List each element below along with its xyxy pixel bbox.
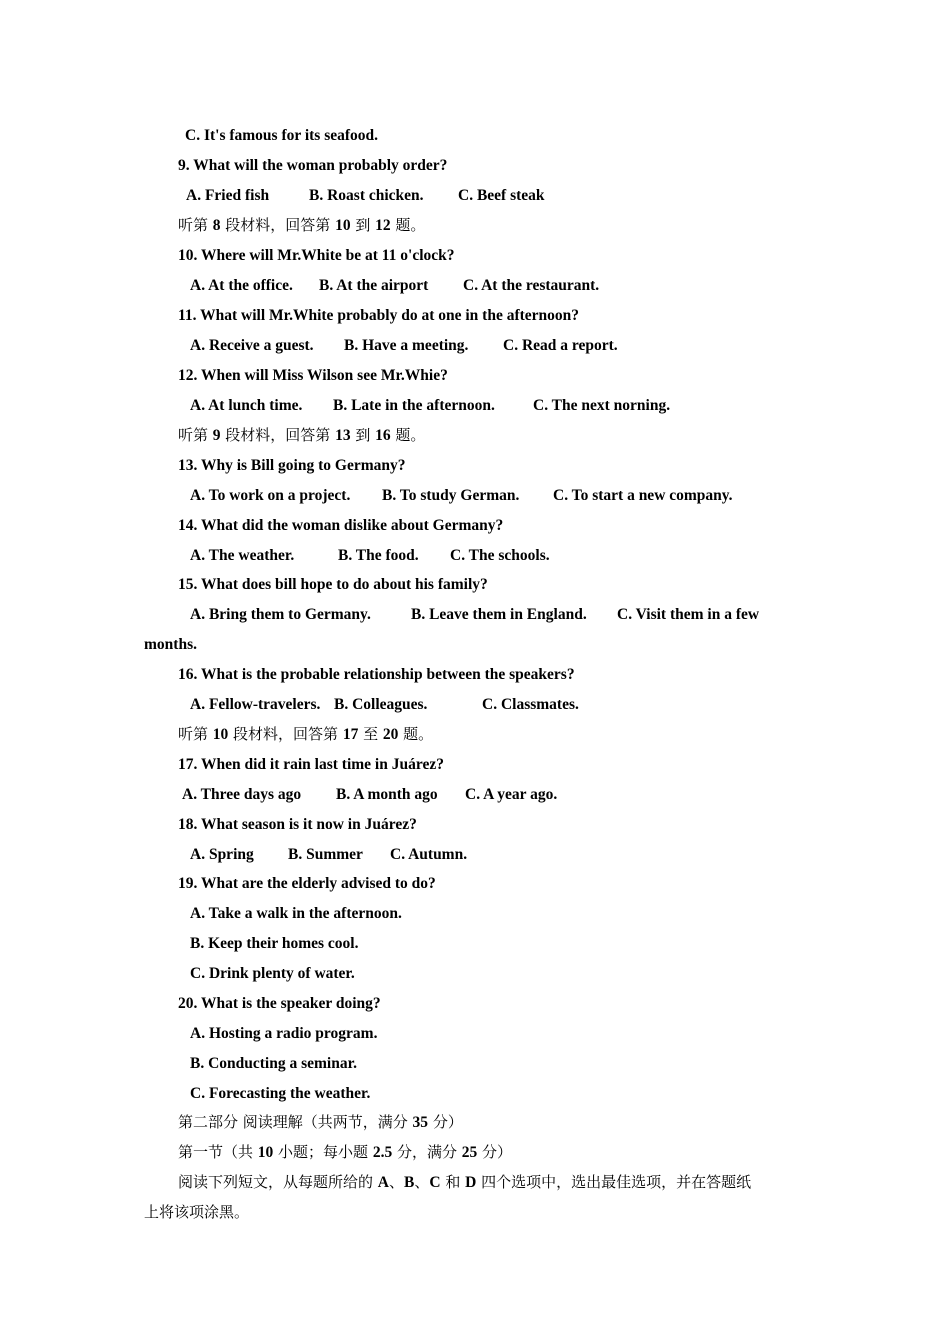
text-fragment: 四个选项中，选出最佳选项，并在答题纸: [476, 1173, 752, 1191]
option-b: B. Have a meeting.: [344, 337, 469, 354]
emphasis-value: D: [465, 1174, 477, 1191]
q12-text: 12. When will Miss Wilson see Mr.Whie?: [178, 367, 448, 384]
q14: [0, 511, 950, 541]
emphasis-value: 9: [212, 427, 221, 444]
q11-text: 11. What will Mr.White probably do at one in the afternoon?: [178, 307, 580, 324]
part2-text: [178, 1107, 463, 1138]
instr-1: [0, 1167, 950, 1197]
q19-opt-c-text: C. Drink plenty of water.: [190, 965, 355, 982]
q9: [0, 151, 950, 181]
option-a: A. Spring: [190, 846, 254, 863]
q9-text: 9. What will the woman probably order?: [178, 157, 448, 174]
emphasis-value: 2.5: [372, 1144, 393, 1161]
q12-options: [0, 391, 950, 421]
text-fragment: 题。: [390, 216, 426, 234]
emphasis-value: 35: [412, 1114, 429, 1131]
q15-text: 15. What does bill hope to do about his family?: [178, 576, 488, 593]
q15-cont-text: months.: [144, 636, 197, 653]
q19-opt-a-text: A. Take a walk in the afternoon.: [190, 905, 402, 922]
q18: [0, 810, 950, 840]
option-c: C. At the restaurant.: [463, 277, 600, 294]
q13-text: 13. Why is Bill going to Germany?: [178, 457, 406, 474]
sec10: [0, 719, 950, 749]
q10-text: 10. Where will Mr.White be at 11 o'clock?: [178, 247, 455, 264]
q19: [0, 869, 950, 899]
q18-text: 18. What season is it now in Juárez?: [178, 816, 417, 833]
q8-opt-c: [0, 121, 950, 151]
sec9-text: [178, 420, 425, 451]
q9-options: [0, 181, 950, 211]
option-b: B. To study German.: [382, 487, 520, 504]
q19-opt-c: [0, 959, 950, 989]
option-c: C. Visit them in a few: [617, 606, 760, 623]
text-fragment: 第一节（共: [178, 1143, 258, 1161]
option-c: C. Beef steak: [458, 187, 545, 204]
emphasis-value: 16: [375, 427, 391, 444]
option-b: B. At the airport: [319, 277, 429, 294]
q8-opt-c-text: C. It's famous for its seafood.: [185, 127, 379, 144]
text-fragment: 段材料，回答第: [228, 725, 343, 743]
q20-opt-c-text: C. Forecasting the weather.: [190, 1085, 371, 1102]
q17: [0, 750, 950, 780]
option-c: C. Read a report.: [503, 337, 618, 354]
text-fragment: 第二部分 阅读理解（共两节，满分: [178, 1113, 413, 1131]
text-fragment: 到: [350, 216, 376, 234]
q20-opt-b-text: B. Conducting a seminar.: [190, 1055, 357, 1072]
text-fragment: 题。: [390, 426, 426, 444]
option-b: B. Late in the afternoon.: [333, 397, 495, 414]
option-b: B. A month ago: [336, 786, 438, 803]
emphasis-value: 13: [335, 427, 351, 444]
instr-2-text: [144, 1197, 249, 1228]
q20-opt-a-text: A. Hosting a radio program.: [190, 1025, 378, 1042]
option-a: A. At the office.: [190, 277, 293, 294]
q15: [0, 570, 950, 600]
sec10-text: [178, 719, 433, 750]
part2-sec1-text: [178, 1137, 512, 1168]
instr-1-text: [178, 1167, 751, 1198]
option-b: B. Roast chicken.: [309, 187, 424, 204]
q15-cont: [0, 630, 950, 660]
option-a: A. To work on a project.: [190, 487, 351, 504]
q15-options: [0, 600, 950, 630]
option-c: C. The schools.: [450, 547, 550, 564]
option-c: C. A year ago.: [465, 786, 558, 803]
option-a: A. Fried fish: [186, 187, 270, 204]
emphasis-value: 8: [212, 217, 221, 234]
sec8: [0, 210, 950, 240]
text-fragment: 至: [358, 725, 383, 743]
text-fragment: 到: [350, 426, 376, 444]
q11: [0, 301, 950, 331]
option-c: C. To start a new company.: [553, 487, 733, 504]
option-b: B. Colleagues.: [334, 696, 428, 713]
q11-options: [0, 331, 950, 361]
emphasis-value: B: [404, 1174, 415, 1191]
q10-options: [0, 271, 950, 301]
q20-opt-b: [0, 1049, 950, 1079]
emphasis-value: 17: [342, 726, 359, 743]
emphasis-value: A: [377, 1174, 389, 1191]
option-a: A. Bring them to Germany.: [190, 606, 371, 623]
sec9: [0, 420, 950, 450]
q19-opt-b: [0, 929, 950, 959]
text-fragment: 和: [440, 1173, 466, 1191]
option-b: B. The food.: [338, 547, 419, 564]
q19-opt-a: [0, 899, 950, 929]
option-a: A. At lunch time.: [190, 397, 303, 414]
sec8-text: [178, 210, 425, 241]
text-fragment: 段材料，回答第: [220, 216, 336, 234]
text-fragment: 分，满分: [392, 1143, 462, 1161]
emphasis-value: 12: [375, 217, 391, 234]
part2: [0, 1107, 950, 1137]
text-fragment: 小题；每小题: [273, 1143, 373, 1161]
option-a: A. Receive a guest.: [190, 337, 314, 354]
emphasis-value: 25: [461, 1144, 478, 1161]
q20-text: 20. What is the speaker doing?: [178, 995, 381, 1012]
part2-sec1: [0, 1137, 950, 1167]
q17-options: [0, 780, 950, 810]
text-fragment: 听第: [178, 216, 213, 234]
q13-options: [0, 481, 950, 511]
q16-options: [0, 690, 950, 720]
text-fragment: 上将该项涂黑。: [144, 1203, 250, 1221]
text-fragment: 题。: [398, 725, 434, 743]
option-a: A. The weather.: [190, 547, 295, 564]
q12: [0, 361, 950, 391]
q14-options: [0, 541, 950, 571]
text-fragment: 听第: [178, 426, 213, 444]
q14-text: 14. What did the woman dislike about Germany?: [178, 517, 504, 534]
q19-opt-b-text: B. Keep their homes cool.: [190, 935, 359, 952]
q13: [0, 451, 950, 481]
q19-text: 19. What are the elderly advised to do?: [178, 875, 436, 892]
q20-opt-c: [0, 1079, 950, 1109]
emphasis-value: 10: [335, 217, 351, 234]
option-b: B. Summer: [288, 846, 363, 863]
option-c: C. The next norning.: [533, 397, 671, 414]
q18-options: [0, 840, 950, 870]
q16: [0, 660, 950, 690]
text-fragment: 分）: [477, 1143, 513, 1161]
text-fragment: 段材料，回答第: [220, 426, 336, 444]
q10: [0, 241, 950, 271]
q17-text: 17. When did it rain last time in Juárez?: [178, 756, 444, 773]
instr-2: [0, 1197, 950, 1227]
text-fragment: 听第: [178, 725, 213, 743]
q20-opt-a: [0, 1019, 950, 1049]
text-fragment: 阅读下列短文，从每题所给的: [178, 1173, 378, 1191]
option-c: C. Autumn.: [390, 846, 468, 863]
q20: [0, 989, 950, 1019]
text-fragment: 、: [388, 1173, 404, 1191]
option-b: B. Leave them in England.: [411, 606, 587, 623]
q16-text: 16. What is the probable relationship between the speakers?: [178, 666, 575, 683]
text-fragment: 分）: [428, 1113, 463, 1131]
option-a: A. Three days ago: [182, 786, 302, 803]
emphasis-value: 20: [382, 726, 399, 743]
option-a: A. Fellow-travelers.: [190, 696, 321, 713]
emphasis-value: 10: [257, 1144, 274, 1161]
option-c: C. Classmates.: [482, 696, 579, 713]
emphasis-value: C: [429, 1174, 441, 1191]
text-fragment: 、: [414, 1173, 430, 1191]
emphasis-value: 10: [212, 726, 229, 743]
